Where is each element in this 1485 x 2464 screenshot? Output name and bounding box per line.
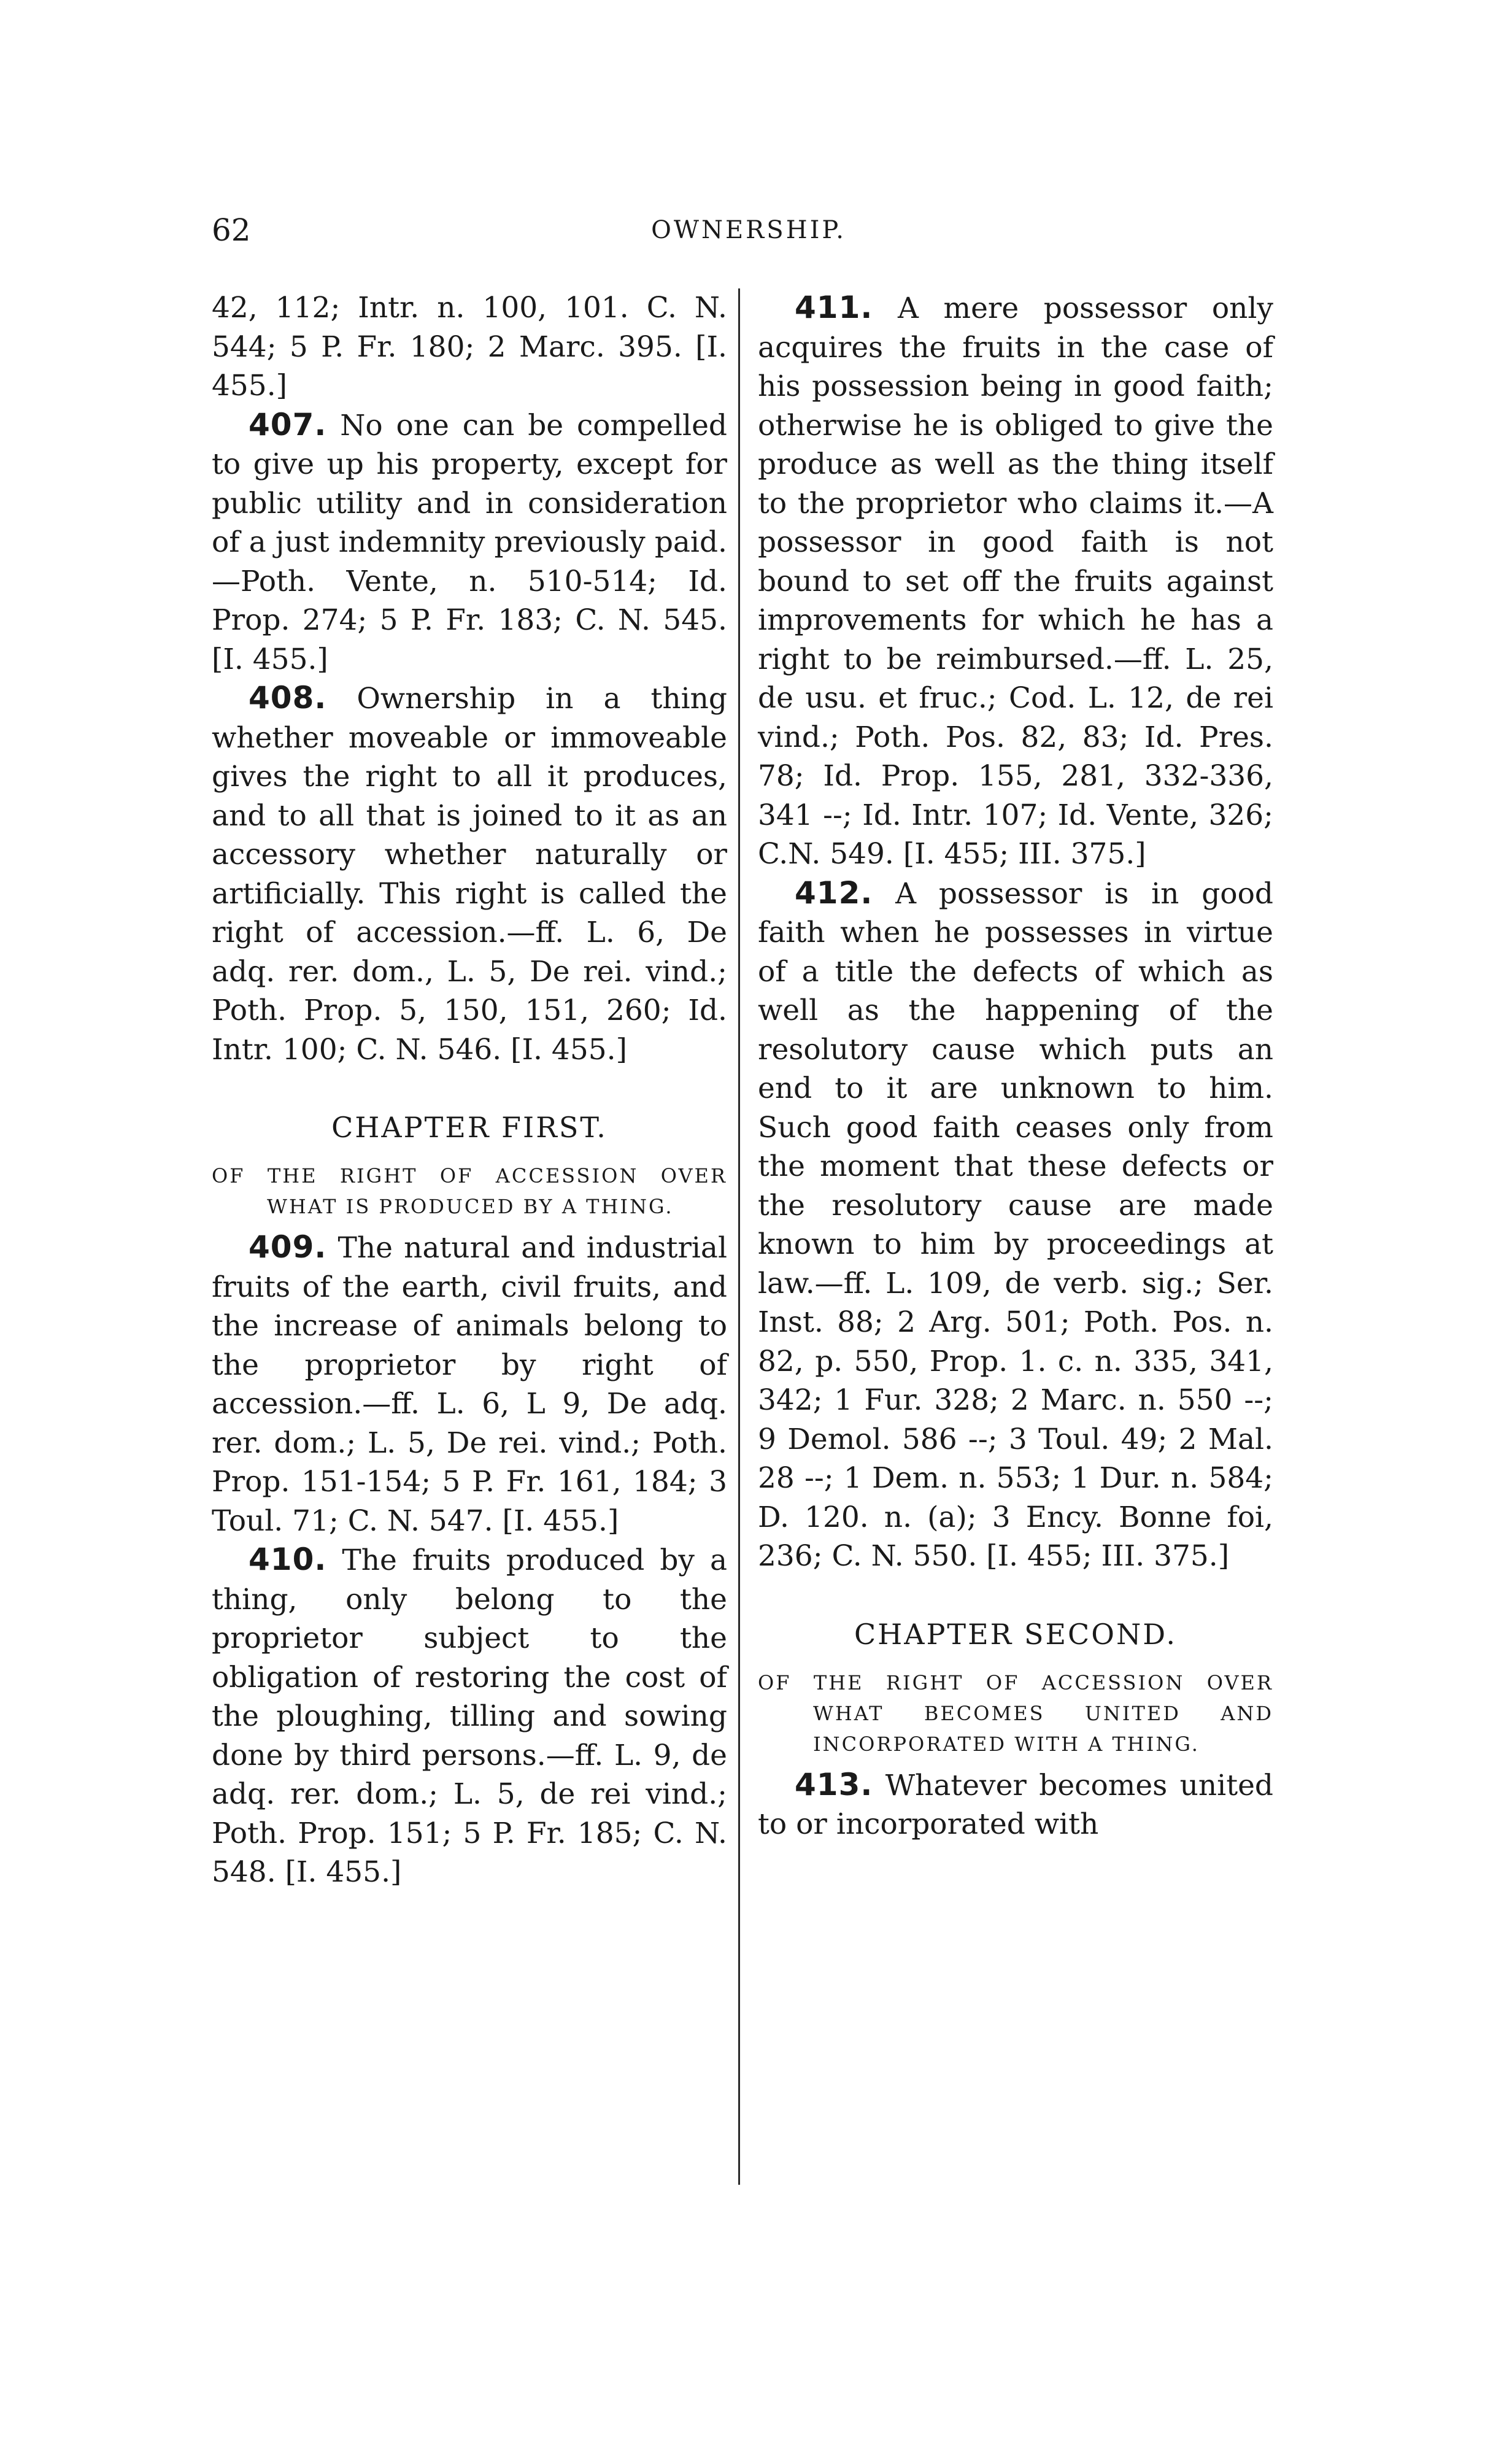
article-text: The fruits produced by a thing, only belong to the proprietor subject to the obligation of restoring the cost of the ploughing, tilling and sowing done by third persons.—ff. L. 9, de adq. rer. dom.; L. 5, de rei vind.; Poth. Prop. 151; 5 P. Fr. 185; C. N. 548. [I. 455.] bbox=[212, 1543, 727, 1889]
article-text: A possessor is in good faith when he possesses in virtue of a title the defects of which as well as the happening of the resolutory cause which puts an end to it are unknown to him. Such good faith ceases only from the moment that these defects or the resolutory cause are made known to him by proceedings at law.—ff. L. 109, de verb. sig.; Ser. Inst. 88; 2 Arg. 501; Poth. Pos. n. 82, p. 550, Prop. 1. c. n. 335, 341, 342; 1 Fur. 328; 2 Marc. n. 550 --; 9 Demol. 586 --; 3 Toul. 49; 2 Mal. 28 --; 1 Dem. n. 553; 1 Dur. n. 584; D. 120. n. (a); 3 Ency. Bonne foi, 236; C. N. 550. [I. 455; III. 375.] bbox=[758, 876, 1273, 1573]
article-409 bbox=[212, 1228, 727, 1540]
article-number: 409. bbox=[249, 1229, 327, 1265]
article-number: 408. bbox=[249, 680, 327, 716]
article-407 bbox=[212, 406, 727, 679]
left-column bbox=[212, 288, 727, 1892]
page-number: 62 bbox=[212, 212, 251, 248]
article-412 bbox=[758, 874, 1273, 1576]
article-number: 412. bbox=[795, 875, 873, 911]
article-number: 407. bbox=[249, 406, 327, 442]
article-text: The natural and industrial fruits of the earth, civil fruits, and the increase of animals belong to the proprietor by right of accession.—ff. L. 6, L 9, De adq. rer. dom.; L. 5, De rei. vind.; Poth. Prop. 151-154; 5 P. Fr. 161, 184; 3 Toul. 71; C. N. 547. [I. 455.] bbox=[212, 1231, 727, 1538]
chapter-subtitle: OF THE RIGHT OF ACCESSION OVER WHAT IS PRODUCED BY A THING. bbox=[212, 1164, 727, 1218]
chapter-title: CHAPTER FIRST. bbox=[331, 1111, 608, 1144]
page-header bbox=[212, 209, 1286, 252]
article-408 bbox=[212, 679, 727, 1069]
chapter-title: CHAPTER SECOND. bbox=[854, 1617, 1178, 1651]
running-head: OWNERSHIP. bbox=[651, 216, 846, 244]
right-column bbox=[758, 288, 1273, 1844]
article-413 bbox=[758, 1766, 1273, 1844]
article-number: 410. bbox=[249, 1542, 327, 1577]
article-text: No one can be compelled to give up his property, except for public utility and in consideration of a just indemnity previously paid.—Poth. Vente, n. 510-514; Id. Prop. 274; 5 P. Fr. 183; C. N. 545. [I. 455.] bbox=[212, 408, 727, 676]
article-text: Ownership in a thing whether moveable or immoveable gives the right to all it produces, and to all that is joined to it as an accessory whether naturally or artificially. This right is called the right of accession.—ff. L. 6, De adq. rer. dom., L. 5, De rei. vind.; Poth. Prop. 5, 150, 151, 260; Id. Intr. 100; C. N. 546. [I. 455.] bbox=[212, 682, 727, 1067]
article-411 bbox=[758, 288, 1273, 874]
chapter-subtitle: OF THE RIGHT OF ACCESSION OVER WHAT BECOMES UNITED AND INCORPORATED WITH A THING. bbox=[758, 1670, 1273, 1756]
article-text: Whatever becomes united to or incorporated with bbox=[758, 1768, 1273, 1841]
article-410 bbox=[212, 1540, 727, 1892]
continued-citation: 42, 112; Intr. n. 100, 101. C. N. 544; 5 P. Fr. 180; 2 Marc. 395. [I. 455.] bbox=[212, 291, 727, 403]
column-divider bbox=[738, 288, 740, 2185]
article-number: 413. bbox=[795, 1766, 873, 1802]
article-number: 411. bbox=[795, 290, 873, 325]
article-text: A mere possessor only acquires the fruits in the case of his possession being in good faith; otherwise he is obliged to give the produce as well as the thing itself to the proprietor who claims it.—A possessor in good faith is not bound to set off the fruits against improvements for which he has a right to be reimbursed.—ff. L. 25, de usu. et fruc.; Cod. L. 12, de rei vind.; Poth. Pos. 82, 83; Id. Pres. 78; Id. Prop. 155, 281, 332-336, 341 --; Id. Intr. 107; Id. Vente, 326; C.N. 549. [I. 455; III. 375.] bbox=[758, 292, 1273, 871]
